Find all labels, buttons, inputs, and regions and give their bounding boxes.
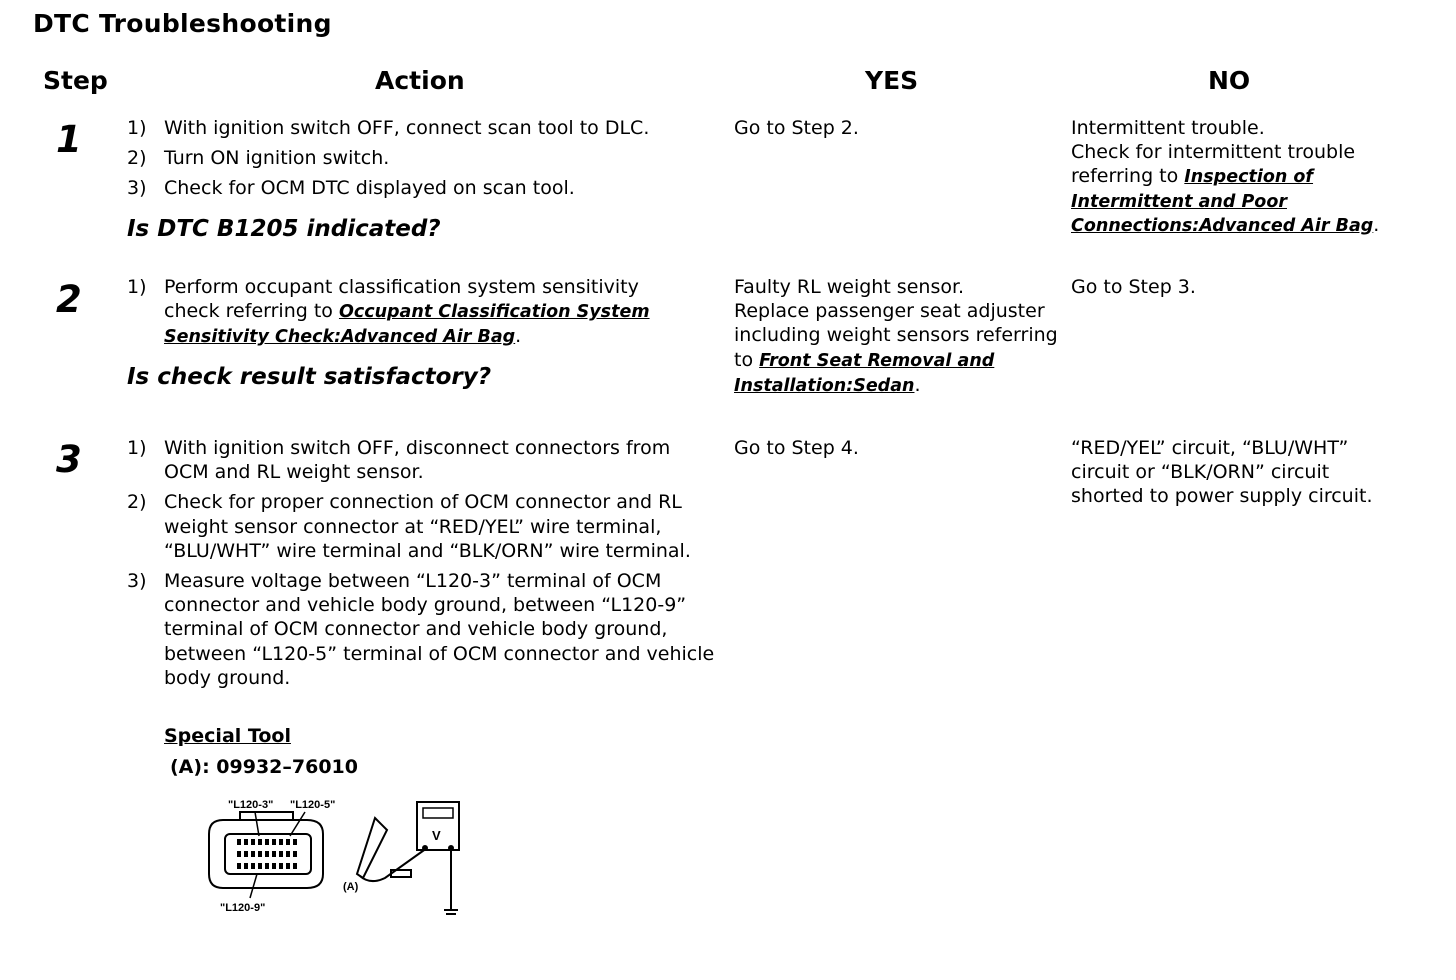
action-item: [127, 436, 717, 484]
action-number: 1): [127, 437, 147, 459]
action-text: Turn ON ignition switch.: [164, 147, 390, 170]
action-text: Check for OCM DTC displayed on scan tool.: [164, 177, 575, 200]
inspection-link[interactable]: Inspection of Intermittent and Poor Connections:Advanced Air Bag: [1071, 167, 1374, 236]
action-list: [127, 436, 717, 696]
no-result-text: Intermittent trouble. Check for intermittent trouble referring to: [1071, 117, 1356, 188]
yes-result: Go to Step 4.: [734, 437, 859, 459]
action-item: [127, 116, 727, 140]
yes-result: [734, 275, 1059, 398]
action-text: Check for proper connection of OCM connector and RL weight sensor connector at “RED/YEL” wire terminal, “BLU/WHT” wire terminal and “BLK/ORN” wire terminal.: [164, 491, 691, 562]
action-item: [127, 176, 727, 200]
step-number: 2: [56, 278, 82, 321]
yes-result: Go to Step 2.: [734, 117, 859, 139]
page-title: DTC Troubleshooting: [33, 9, 332, 38]
front-seat-link[interactable]: Front Seat Removal and Installation:Sedan: [734, 350, 995, 396]
action-number: 2): [127, 491, 147, 514]
header-step: Step: [43, 66, 108, 95]
label-l120-5: "L120-5": [290, 799, 336, 811]
action-text: With ignition switch OFF, connect scan tool to DLC.: [164, 117, 650, 139]
connector-diagram: [195, 790, 475, 920]
header-action: Action: [375, 66, 465, 95]
action-list: [127, 275, 687, 356]
voltmeter-icon: [417, 802, 459, 914]
voltmeter-label: V: [432, 828, 441, 843]
action-text-end: .: [515, 325, 522, 348]
sensitivity-check-link[interactable]: Occupant Classification System Sensitivity Check:Advanced Air Bag: [164, 302, 650, 348]
no-result: [1071, 116, 1391, 237]
no-result: Go to Step 3.: [1071, 276, 1196, 298]
no-result-end: .: [1373, 213, 1380, 236]
action-item: [127, 569, 717, 690]
no-result: “RED/YEL” circuit, “BLU/WHT” circuit or “BLK/ORN” circuit shorted to power supply circuit.: [1071, 437, 1373, 508]
yes-result-end: .: [914, 373, 921, 396]
action-number: 1): [127, 276, 147, 298]
label-l120-3: "L120-3": [228, 799, 274, 811]
special-tool-value: (A): 09932–76010: [170, 756, 358, 778]
yes-result-text: Faulty RL weight sensor. Replace passenger seat adjuster including weight sensors referring to: [734, 276, 1058, 371]
label-l120-9: "L120-9": [220, 902, 266, 914]
header-no: NO: [1208, 66, 1251, 95]
step-question: Is check result satisfactory?: [127, 364, 492, 390]
action-text: With ignition switch OFF, disconnect connectors from OCM and RL weight sensor.: [164, 437, 671, 484]
action-number: 1): [127, 117, 147, 139]
label-tool-a: (A): [343, 881, 359, 893]
action-text: Measure voltage between “L120-3” terminal of OCM connector and vehicle body ground, between “L120-9” terminal of OCM connector and vehicle body ground, between “L120-5” terminal of OCM connector and vehicle body ground.: [164, 570, 715, 689]
action-list: [127, 116, 727, 207]
step-number: 1: [56, 118, 82, 161]
step-number: 3: [56, 438, 82, 481]
action-item: [127, 146, 727, 170]
action-number: 3): [127, 570, 147, 593]
action-number: 2): [127, 147, 147, 170]
header-yes: YES: [865, 66, 919, 95]
action-item: [127, 275, 687, 350]
action-number: 3): [127, 177, 147, 200]
action-text: Perform occupant classification system sensitivity check referring to: [164, 276, 639, 323]
special-tool-label: Special Tool: [164, 725, 291, 747]
connector-icon: [209, 812, 323, 898]
step-question: Is DTC B1205 indicated?: [127, 216, 441, 242]
action-item: [127, 490, 717, 563]
